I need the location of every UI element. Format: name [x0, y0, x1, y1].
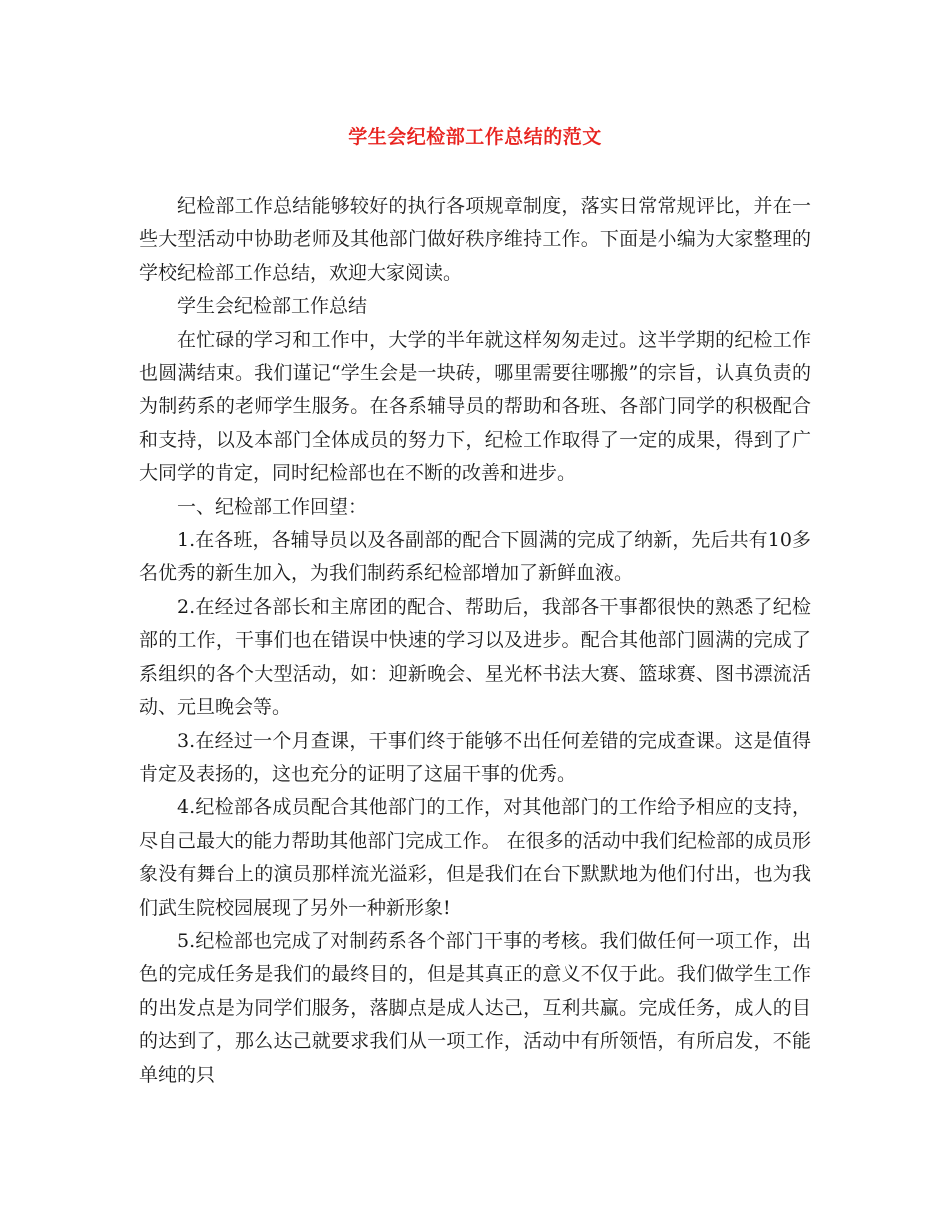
paragraph-overview: 在忙碌的学习和工作中，大学的半年就这样匆匆走过。这半学期的纪检工作也圆满结束。我们谨记“学生会是一块砖，哪里需要往哪搬”的宗旨，认真负责的为制药系的老师学生服务。在各系辅导员的帮助和各班、各部门同学的积极配合和支持，以及本部门全体成员的努力下，纪检工作取得了一定的成果，得到了广大同学的肯定，同时纪检部也在不断的改善和进步。 [139, 328, 811, 485]
paragraph-section-heading: 一、纪检部工作回望： [177, 495, 368, 518]
paragraph-item-2: 2.在经过各部长和主席团的配合、帮助后，我部各干事都很快的熟悉了纪检部的工作，干事们也在错误中快速的学习以及进步。配合其他部门圆满的完成了系组织的各个大型活动，如：迎新晚会、星光杯书法大赛、篮球赛、图书漂流活动、元旦晚会等。 [139, 595, 811, 719]
paragraph-intro: 纪检部工作总结能够较好的执行各项规章制度，落实日常常规评比，并在一些大型活动中协助老师及其他部门做好秩序维持工作。下面是小编为大家整理的学校纪检部工作总结，欢迎大家阅读。 [139, 195, 811, 284]
paragraph-subtitle: 学生会纪检部工作总结 [177, 295, 368, 318]
paragraph-item-1: 1.在各班，各辅导员以及各副部的配合下圆满的完成了纳新，先后共有10多名优秀的新生加入，为我们制药系纪检部增加了新鲜血液。 [139, 529, 811, 585]
paragraph-item-5: 5.纪检部也完成了对制药系各个部门干事的考核。我们做任何一项工作，出色的完成任务是我们的最终目的，但是其真正的意义不仅于此。我们做学生工作的出发点是为同学们服务，落脚点是成人达己，互利共赢。完成任务，成人的目的达到了，那么达己就要求我们从一项工作，活动中有所领悟，有所启发，不能单纯的只 [139, 929, 811, 1086]
document-title: 学生会纪检部工作总结的范文 [348, 126, 602, 148]
paragraph-item-4: 4.纪检部各成员配合其他部门的工作，对其他部门的工作给予相应的支持，尽自己最大的能力帮助其他部门完成工作。 在很多的活动中我们纪检部的成员形象没有舞台上的演员那样流光溢彩，但是我们在台下默默地为他们付出，也为我们武生院校园展现了另外一种新形象! [139, 796, 811, 919]
paragraph-item-3: 3.在经过一个月查课，干事们终于能够不出任何差错的完成查课。这是值得肯定及表扬的，这也充分的证明了这届干事的优秀。 [139, 729, 811, 785]
document-body [139, 190, 811, 1092]
